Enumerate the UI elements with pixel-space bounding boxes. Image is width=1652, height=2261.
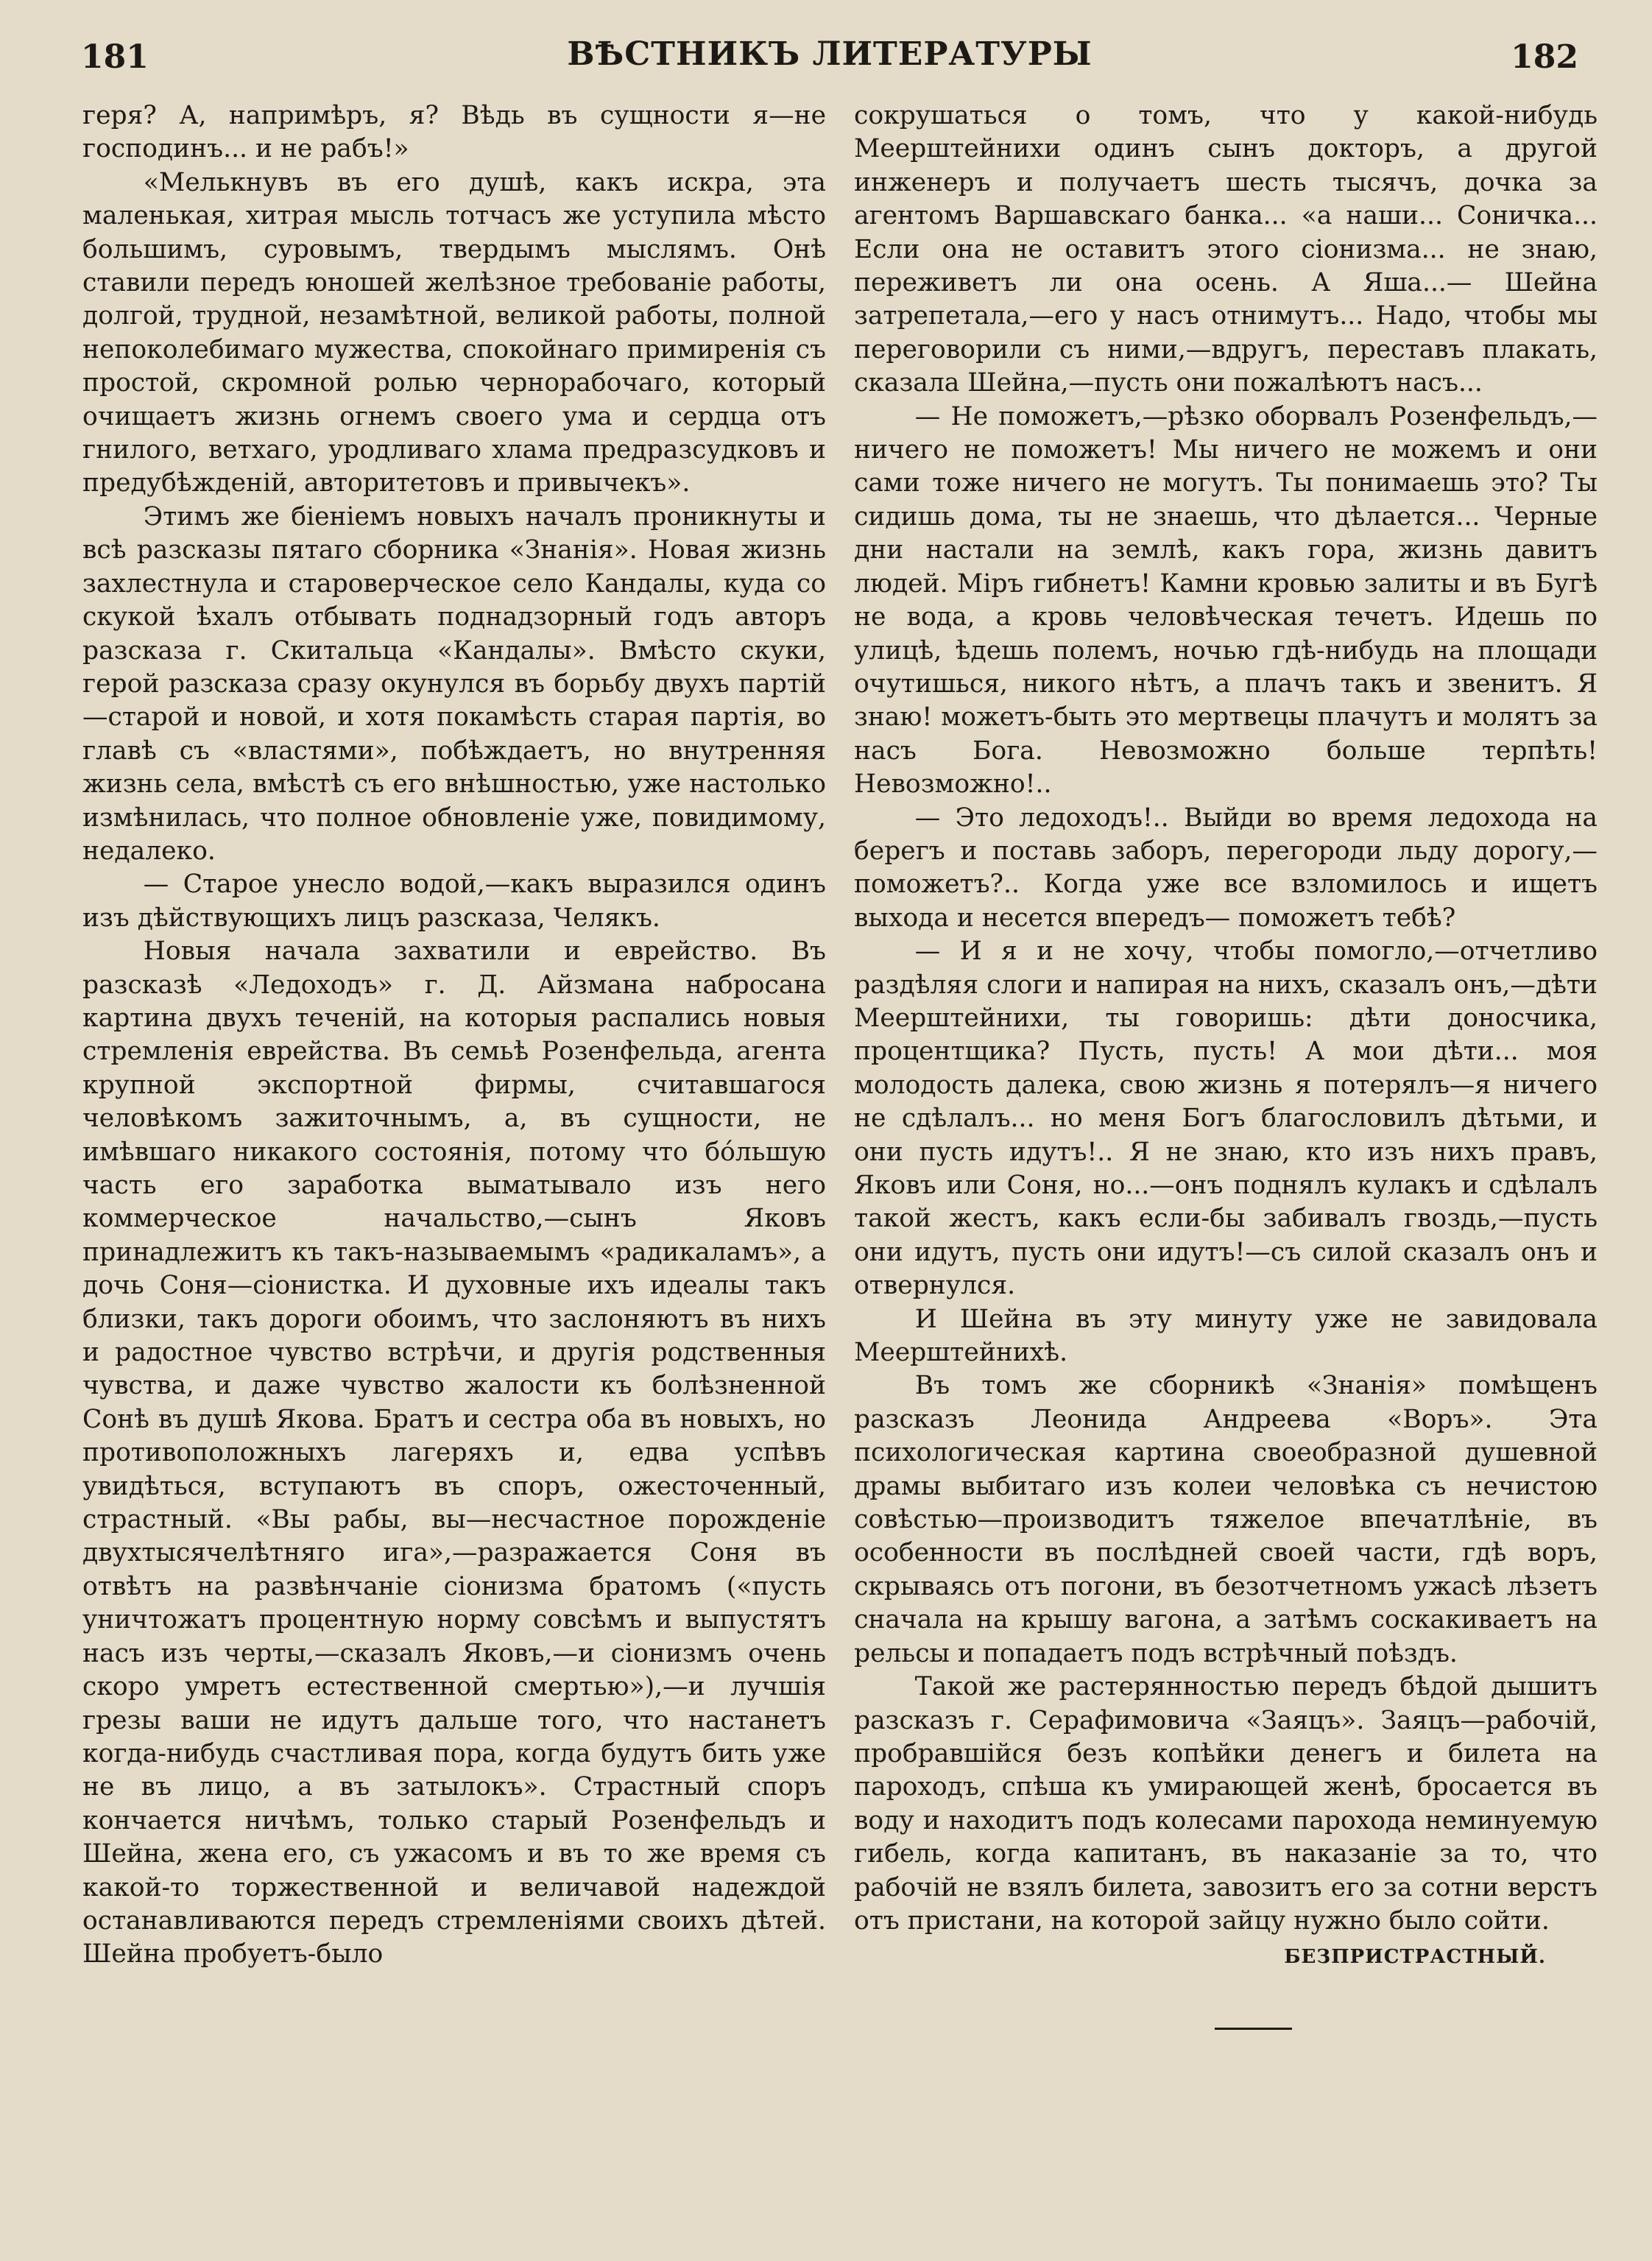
paragraph: И Шейна въ эту минуту уже не завидовала Меерштейнихѣ. <box>854 1304 1598 1368</box>
closing-rule <box>1215 2028 1292 2030</box>
right-column <box>854 99 1598 2030</box>
paragraph: — Это ледоходъ!.. Выйди во время ледохода на берегъ и поставь заборъ, перегороди льду дорогу,—поможетъ?.. Когда уже все взломилось и ищетъ выхода и несется впередъ— поможетъ тебѣ? <box>854 803 1598 933</box>
page-number-right: 182 <box>1511 38 1578 76</box>
paragraph: Новыя начала захватили и еврейство. Въ разсказѣ «Ледоходъ» г. Д. Айзмана набросана картина двухъ теченій, на которыя распались новыя стремленія еврейства. Въ семьѣ Розенфельда, агента крупной экспортной фирмы, считавшагося человѣкомъ зажиточнымъ, а, въ сущности, не имѣвшаго никакого состоянія, потому что бóльшую часть его заработка выматывало изъ него коммерческое начальство,—сынъ Яковъ принадлежитъ къ такъ-называемымъ «радикаламъ», а дочь Соня—сіонистка. И духовные ихъ идеалы такъ близки, такъ дороги обоимъ, что заслоняютъ въ нихъ и радостное чувство встрѣчи, и другія родственныя чувства, и даже чувство жалости къ болѣзненной Сонѣ въ душѣ Якова. Братъ и сестра оба въ новыхъ, но противоположныхъ лагеряхъ и, едва успѣвъ увидѣться, вступаютъ въ споръ, ожесточенный, страстный. «Вы рабы, вы—несчастное порожденіе двухтысячелѣтняго ига»,—разражается Соня въ отвѣтъ на развѣнчаніе сіонизма братомъ («пусть уничтожатъ процентную норму совсѣмъ и выпустятъ насъ изъ черты,—сказалъ Яковъ,—и сіонизмъ очень скоро умретъ естественной смертью»),—и лучшія грезы ваши не идутъ дальше того, что настанетъ когда-нибудь счастливая пора, когда будутъ бить уже не въ лицо, а въ затылокъ». Страстный споръ кончается ничѣмъ, только старый Розенфельдъ и Шейна, жена его, съ ужасомъ и въ то же время съ какой-то торжественной и величавой надеждой останавливаются передъ стремленіями своихъ дѣтей. Шейна пробуетъ-было <box>82 937 826 1969</box>
page-header <box>81 28 1578 80</box>
paragraph: Этимъ же біеніемъ новыхъ началъ проникнуты и всѣ разсказы пятаго сборника «Знанія». Новая жизнь захлестнула и староверческое село Кандалы, куда со скукой ѣхалъ отбывать поднадзорный годъ авторъ разсказа г. Скитальца «Кандалы». Вмѣсто скуки, герой разсказа сразу окунулся въ борьбу двухъ партій—старой и новой, и хотя покамѣсть старая партія, во главѣ съ «властями», побѣждаетъ, но внутренняя жизнь села, вмѣстѣ съ его внѣшностью, уже настолько измѣнилась, что полное обновленіе уже, повидимому, недалеко. <box>82 501 826 866</box>
author-signature: БЕЗПРИСТРАСТНЫЙ. <box>1284 1946 1546 1969</box>
paragraph: «Мелькнувъ въ его душѣ, какъ искра, эта маленькая, хитрая мысль тотчасъ же уступила мѣсто большимъ, суровымъ, твердымъ мыслямъ. Онѣ ставили передъ юношей желѣзное требованіе работы, долгой, трудной, незамѣтной, великой работы, полной непоколебимаго мужества, спокойнаго примиренія съ простой, скромной ролью чернорабочаго, который очищаетъ жизнь огнемъ своего ума и сердца отъ гнилого, ветхаго, уродливаго хлама предразсудковъ и предубѣжденій, авторитетовъ и привычекъ». <box>82 167 826 498</box>
page-number-left: 181 <box>81 38 149 76</box>
journal-title: ВѢСТНИКЪ ЛИТЕРАТУРЫ <box>567 35 1092 73</box>
paragraph: геря? А, напримѣръ, я? Вѣдь въ сущности я—не господинъ... и не рабъ!» <box>82 101 826 164</box>
paragraph: Въ томъ же сборникѣ «Знанія» помѣщенъ разсказъ Леонида Андреева «Воръ». Эта психологическая картина своеобразной душевной драмы выбитаго изъ колеи человѣка съ нечистою совѣстью—производитъ тяжелое впечатлѣніе, въ особенности въ послѣдней своей части, гдѣ воръ, скрываясь отъ погони, въ безотчетномъ ужасѣ лѣзетъ сначала на крышу вагона, а затѣмъ соскакиваетъ на рельсы и попадаетъ подъ встрѣчный поѣздъ. <box>854 1371 1598 1668</box>
paragraph: — Не поможетъ,—рѣзко оборвалъ Розенфельдъ,—ничего не поможетъ! Мы ничего не можемъ и они сами тоже ничего не могутъ. Ты понимаешь это? Ты сидишь дома, ты не знаешь, что дѣлается... Черные дни настали на землѣ, какъ гора, жизнь давитъ людей. Міръ гибнетъ! Камни кровью залиты и въ Бугѣ не вода, а кровь человѣческая течетъ. Идешь по улицѣ, ѣдешь полемъ, ночью гдѣ-нибудь на площади очутишься, никого нѣтъ, а плачъ такъ и звенитъ. Я знаю! можетъ-быть это мертвецы плачутъ и молятъ за насъ Бога. Невозможно больше терпѣть! Невозможно!.. <box>854 401 1598 800</box>
left-column <box>82 99 826 1972</box>
paragraph: Такой же растерянностью передъ бѣдой дышитъ разсказъ г. Серафимовича «Заяцъ». Заяцъ—рабочій, пробравшійся безъ копѣйки денегъ и билета на пароходъ, спѣша къ умирающей женѣ, бросается въ воду и находитъ подъ колесами парохода неминуемую гибель, когда капитанъ, въ наказаніе за то, что рабочій не взялъ билета, завозитъ его за сотни верстъ отъ пристани, на которой зайцу нужно было сойти. <box>854 1672 1598 1936</box>
paragraph: — И я и не хочу, чтобы помогло,—отчетливо раздѣляя слоги и напирая на нихъ, сказалъ онъ,—дѣти Меерштейнихи, ты говоришь: дѣти доносчика, процентщика? Пусть, пусть! А мои дѣти... моя молодость далека, свою жизнь я потерялъ—я ничего не сдѣлалъ... но меня Богъ благословилъ дѣтьми, и они пусть идутъ!.. Я не знаю, кто изъ нихъ правъ, Яковъ или Соня, но...—онъ поднялъ кулакъ и сдѣлалъ такой жестъ, какъ если-бы забивалъ гвоздь,—пусть они идутъ, пусть они идутъ!—съ силой сказалъ онъ и отвернулся. <box>854 937 1598 1301</box>
paragraph: сокрушаться о томъ, что у какой-нибудь Меерштейнихи одинъ сынъ докторъ, а другой инженеръ и получаетъ шесть тысячъ, дочка за агентомъ Варшавскаго банка... «а наши... Соничка... Если она не оставитъ этого сіонизма... не знаю, переживетъ ли она осень. А Яша...— Шейна затрепетала,—его у насъ отнимутъ... Надо, чтобы мы переговорили съ ними,—вдругъ, переставъ плакать, сказала Шейна,—пусть они пожалѣютъ насъ... <box>854 101 1598 398</box>
paragraph: — Старое унесло водой,—какъ выразился одинъ изъ дѣйствующихъ лицъ разсказа, Челякъ. <box>82 870 826 933</box>
